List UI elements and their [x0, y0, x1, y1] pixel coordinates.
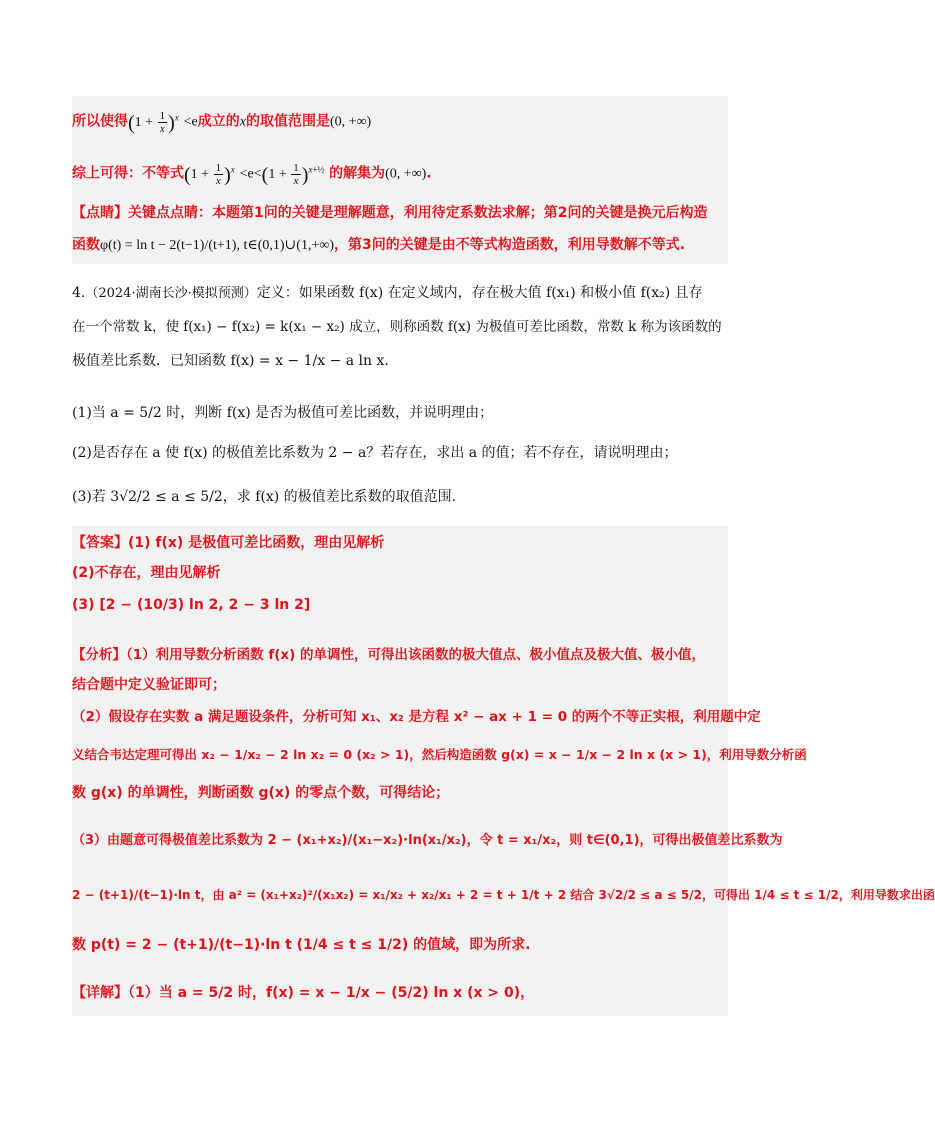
analysis-line-7: 2 − (t+1)/(t−1)·ln t，由 a² = (x₁+x₂)²/(x₁x₂) = x₁/x₂ + x₂/x₁ + 2 = t + 1/t + 2 结合 3√2/2 ≤ a ≤ 5/2，可得出 1/4 ≤ t ≤ 1/2，利用导数求出函 [72, 888, 935, 902]
analysis-line-5: 数 g(x) 的单调性，判断函数 g(x) 的零点个数，可得结论； [72, 785, 450, 801]
solution-continuation-block [72, 96, 728, 264]
conclusion-line-1: 所以使得(1 + $\frac{1}{x}$ )$^x$ <e成立的x的取值范围是(0, +∞) [72, 109, 372, 135]
analysis-line-6: （3）由题意可得极值差比系数为 2 − (x₁+x₂)/(x₁−x₂)·ln(x₁/x₂)，令 t = x₁/x₂，则 t∈(0,1)，可得出极值差比系数为 [72, 833, 783, 848]
analysis-line-1: 【分析】（1）利用导数分析函数 f(x) 的单调性，可得出该函数的极大值点、极小值点及极大值、极小值， [72, 647, 705, 663]
problem-line-3: 极值差比系数．已知函数 f(x) = x − 1/x − a ln x. [72, 353, 389, 369]
answer-analysis-block [72, 526, 935, 1016]
analysis-line-8: 数 p(t) = 2 − (t+1)/(t−1)·ln t (1/4 ≤ t ≤ 1/2) 的值域，即为所求. [72, 937, 531, 953]
problem-line-2: 在一个常数 k，使 f(x₁) − f(x₂) = k(x₁ − x₂) 成立，则称函数 f(x) 为极值可差比函数，常数 k 称为该函数的 [72, 319, 722, 335]
question-1: (1)当 a = 5/2 时，判断 f(x) 是否为极值可差比函数，并说明理由； [72, 405, 494, 421]
answer-2: (2)不存在，理由见解析 [72, 565, 221, 581]
problem-number: 4. [72, 285, 86, 301]
answer-1: 【答案】(1) f(x) 是极值可差比函数，理由见解析 [72, 535, 385, 551]
problem-line-1: 4.（2024·湖南长沙·模拟预测）定义：如果函数 f(x) 在定义域内，存在极大值 f(x₁) 和极小值 f(x₂) 且存 [72, 285, 703, 301]
question-3: (3)若 3√2/2 ≤ a ≤ 5/2，求 f(x) 的极值差比系数的取值范围. [72, 489, 457, 505]
dianjing-line-1: 【点睛】关键点点睛：本题第1问的关键是理解题意，利用待定系数法求解；第2问的关键是换元后构造 [72, 205, 708, 221]
problem-4 [72, 276, 728, 516]
problem-source: （2024·湖南长沙·模拟预测） [85, 286, 257, 301]
detail-line-1: 【详解】（1）当 a = 5/2 时，f(x) = x − 1/x − (5/2) ln x (x > 0)， [72, 985, 535, 1001]
question-2: (2)是否存在 a 使 f(x) 的极值差比系数为 2 − a？若存在，求出 a 的值；若不存在，请说明理由； [72, 445, 678, 461]
analysis-line-4: 义结合韦达定理可得出 x₂ − 1/x₂ − 2 ln x₂ = 0 (x₂ > 1)，然后构造函数 g(x) = x − 1/x − 2 ln x (x > 1)，利用导数分析函 [72, 747, 807, 762]
answer-3: (3) [2 − (10/3) ln 2, 2 − 3 ln 2] [72, 597, 311, 613]
dianjing-line-2: 函数φ(t) = ln t − 2(t−1)/(t+1), t∈(0,1)∪(1,+∞)，第3问的关键是由不等式构造函数，利用导数解不等式. [72, 237, 686, 253]
analysis-line-3: （2）假设存在实数 a 满足题设条件，分析可知 x₁、x₂ 是方程 x² − ax + 1 = 0 的两个不等正实根，利用题中定 [72, 709, 761, 725]
analysis-line-2: 结合题中定义验证即可； [72, 677, 226, 693]
conclusion-line-2: 综上可得：不等式(1 + $\frac{1}{x}$ )$^x$ <e<(1 + $\frac{1}{x}$ )$^{x+\frac{1}{2}}$ 的解集为(0, +∞). [72, 161, 432, 187]
